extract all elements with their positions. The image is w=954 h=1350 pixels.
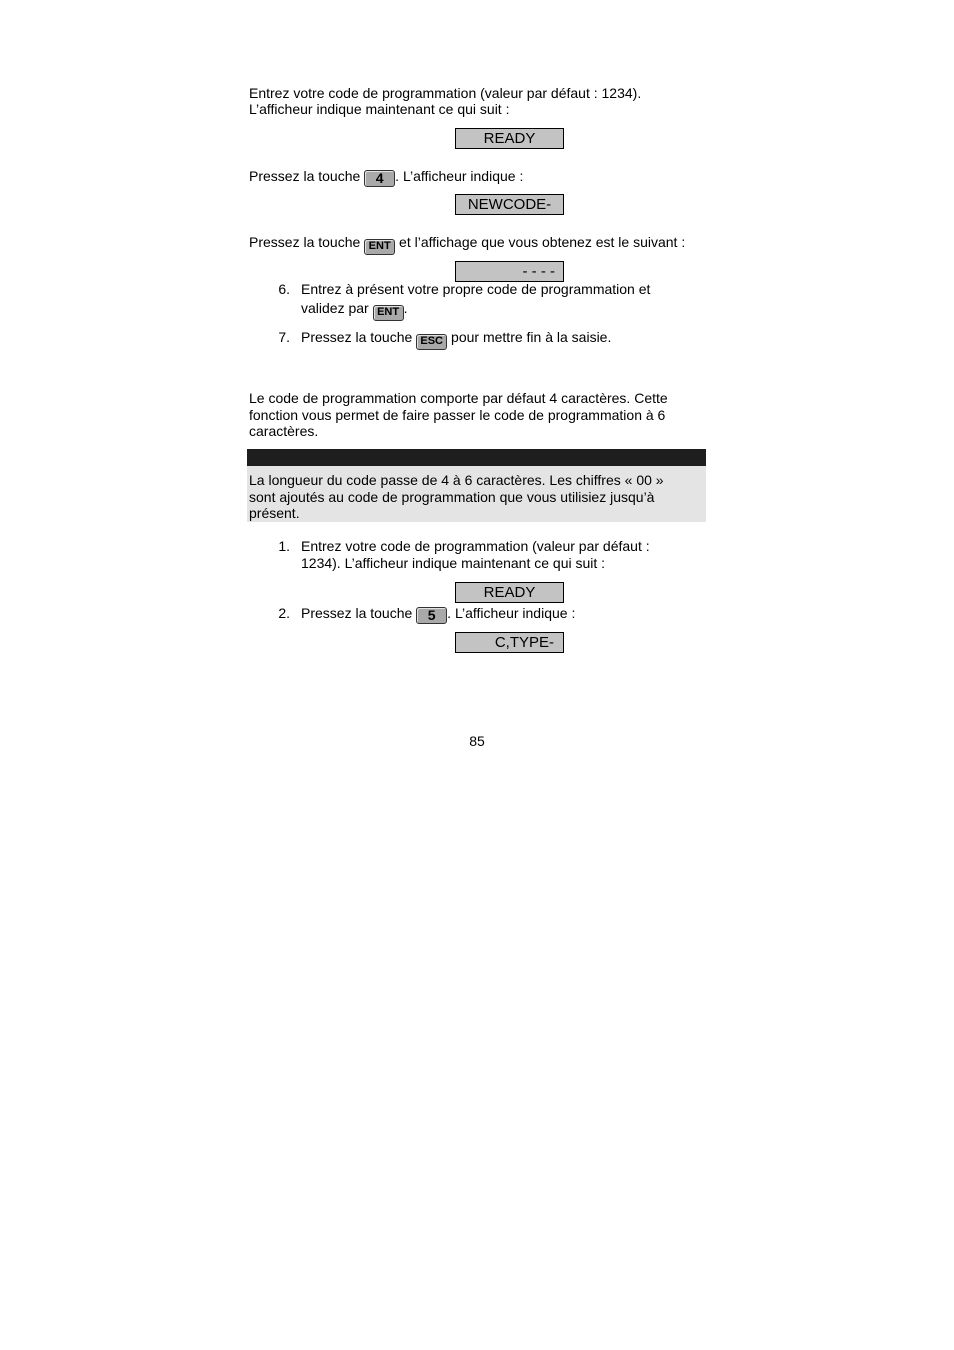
list-item-2-after: . L’afficheur indique : bbox=[447, 605, 576, 621]
list-item-6 bbox=[301, 280, 711, 321]
list-number-6: 6. bbox=[278, 281, 290, 297]
lcd-display-ready-2: READY bbox=[455, 582, 564, 603]
lcd-dashes-text: - - - - bbox=[522, 263, 555, 280]
list-item-6-line-1: Entrez à présent votre propre code de programmation et bbox=[301, 281, 651, 297]
intro-line-1: Entrez votre code de programmation (valeur par défaut : 1234). bbox=[249, 85, 642, 101]
list-item-6-text: validez par bbox=[301, 300, 373, 316]
step-press-key-4 bbox=[249, 167, 523, 187]
step-press-key-ent bbox=[249, 233, 685, 255]
step-text-after: . L’afficheur indique : bbox=[395, 168, 524, 184]
lcd-ctype-text: C,TYPE- bbox=[494, 634, 554, 651]
page-number: 85 bbox=[469, 733, 485, 749]
list-item-6-line-2 bbox=[301, 299, 711, 321]
list-number-1: 1. bbox=[278, 538, 290, 554]
list-item-7-after: pour mettre fin à la saisie. bbox=[447, 329, 612, 345]
list-number-7: 7. bbox=[278, 329, 290, 345]
key-5-icon: 5 bbox=[416, 607, 447, 624]
lcd-display-ready: READY bbox=[455, 128, 564, 149]
list-item-2 bbox=[301, 604, 711, 624]
list-item-2-before: Pressez la touche bbox=[301, 605, 417, 621]
key-ent-icon: ENT bbox=[364, 239, 395, 255]
lcd-display-newcode: NEWCODE- bbox=[455, 194, 564, 215]
list-number-2: 2. bbox=[278, 605, 290, 621]
list-item-6-period: . bbox=[403, 300, 408, 316]
note-header-bar bbox=[247, 449, 706, 466]
note-text: La longueur du code passe de 4 à 6 caractères. Les chiffres « 00 » sont ajoutés au code de programmation que vous utilisiez jusqu’à présent. bbox=[249, 472, 664, 521]
list-item-7-before: Pressez la touche bbox=[301, 329, 417, 345]
list-item-7 bbox=[301, 328, 711, 350]
key-4-icon: 4 bbox=[364, 170, 395, 187]
intro-line-2: L’afficheur indique maintenant ce qui suit : bbox=[249, 101, 510, 117]
step-text-after: et l’affichage que vous obtenez est le suivant : bbox=[395, 234, 686, 250]
list-item-1: Entrez votre code de programmation (valeur par défaut : 1234). L’afficheur indique maintenant ce qui suit : bbox=[301, 538, 650, 571]
key-ent-icon: ENT bbox=[373, 305, 404, 321]
lcd-display-ctype bbox=[455, 632, 564, 653]
key-esc-icon: ESC bbox=[416, 334, 447, 350]
lcd-display-dashes bbox=[455, 261, 564, 282]
description-paragraph: Le code de programmation comporte par défaut 4 caractères. Cette fonction vous permet de faire passer le code de programmation à 6 caractères. bbox=[249, 390, 668, 439]
step-text-before: Pressez la touche bbox=[249, 168, 365, 184]
step-text-before: Pressez la touche bbox=[249, 234, 365, 250]
note-box bbox=[247, 466, 706, 522]
